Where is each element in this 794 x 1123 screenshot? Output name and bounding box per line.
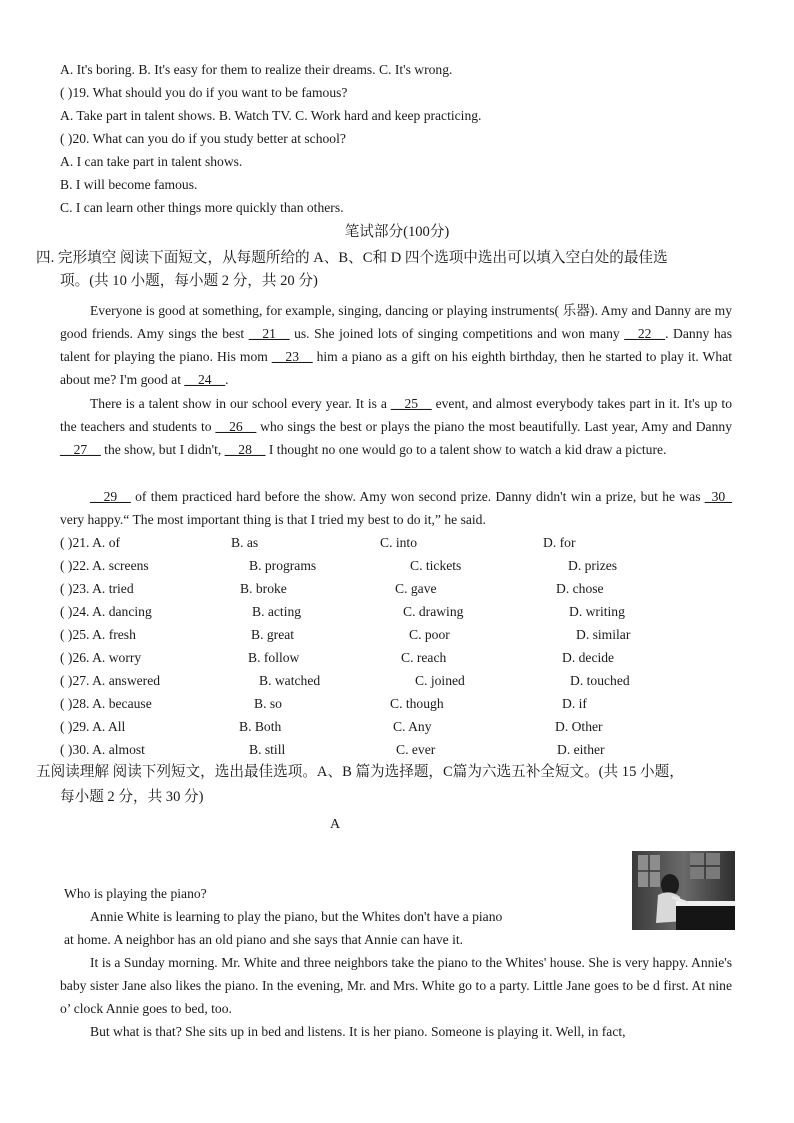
q19-stem: ( )19. What should you do if you want to be famous? <box>60 85 348 100</box>
passage-a-paragraph-3: But what is that? She sits up in bed and listens. It is her piano. Someone is playing it. Well, in fact, <box>90 1024 626 1039</box>
cloze-heading: 四. 完形填空 阅读下面短文，从每题所给的 A、B、C和 D 四个选项中选出可以填入空白处的最佳选 <box>36 250 668 266</box>
blank-23: __23__ <box>271 349 313 364</box>
q18-options: A. It's boring. B. It's easy for them to realize their dreams. C. It's wrong. <box>60 62 453 77</box>
question-24: ( )24. A. dancing <box>60 604 152 619</box>
cloze-paragraph-1: Everyone is good at something, for example, singing, dancing or playing instruments( 乐器). Amy and Danny are my good friends. Amy sings the best __21__ us. She joined lots of singing competitions and won many __22__. Danny has talent for playing the piano. His mom __23__ him a piano as a gift on his eighth birthday, then he started to play it. What about me? I'm good at __24__. <box>60 303 733 387</box>
blank-21: __21__ <box>248 326 290 341</box>
blank-30: _30_ <box>704 489 732 504</box>
q19-options: A. Take part in talent shows. B. Watch TV. C. Work hard and keep practicing. <box>60 108 482 123</box>
question-27: ( )27. A. answered <box>60 673 161 688</box>
question-25: ( )25. A. fresh <box>60 627 136 642</box>
question-29: ( )29. A. All <box>60 719 126 734</box>
piano-photo-illustration <box>632 851 735 930</box>
question-30: ( )30. A. almost <box>60 742 145 757</box>
q20-option-b: B. I will become famous. <box>60 177 198 192</box>
cloze-heading-cont: 项。(共 10 小题，每小题 2 分，共 20 分) <box>60 273 318 289</box>
reading-heading: 五阅读理解 阅读下列短文，选出最佳选项。A、B 篇为选择题，C篇为六选五补全短文。(共 15 小题， <box>36 764 684 780</box>
q20-option-c: C. I can learn other things more quickly than others. <box>60 200 344 215</box>
cloze-paragraph-2: There is a talent show in our school every year. It is a __25__ event, and almost everybody takes part in it. It's up to the teachers and students to __26__ who sings the best or plays the piano the most beautifully. Last year, Amy and Danny __27__ the show, but I didn't, __28__ I thought no one would go to a talent show to watch a kid draw a picture. <box>60 396 732 457</box>
question-23: ( )23. A. tried <box>60 581 134 596</box>
blank-26: __26__ <box>215 419 257 434</box>
q20-option-a: A. I can take part in talent shows. <box>60 154 243 169</box>
blank-29: __29__ <box>90 489 131 504</box>
blank-22: __22__ <box>624 326 666 341</box>
question-22: ( )22. A. screens <box>60 558 149 573</box>
question-28: ( )28. A. because <box>60 696 152 711</box>
passage-a-p1-line2: at home. A neighbor has an old piano and she says that Annie can have it. <box>64 932 464 947</box>
question-26: ( )26. A. worry <box>60 650 142 665</box>
question-21: ( )21. A. of <box>60 535 121 550</box>
piano-girl-photo <box>632 851 735 930</box>
blank-28: __28__ <box>224 442 266 457</box>
passage-a-label: A <box>330 817 341 832</box>
exam-page: A. It's boring. B. It's easy for them to realize their dreams. C. It's wrong. ( )19. What should you do if you want to be famous? A. Take part in talent shows. B. Watch TV. C. Work hard and keep practicing. ( )20. What can you do if you study better at school? A. I can take part in talent shows. B. I will become famous. C. I can learn other things more quickly than others. 笔试部分(100分) 四. 完形填空 阅读下面短文，从每题所给的 A、B、C和 D 四个选项中选出可以填入空白处的最佳选 项。(共 10 小题，每小题 2 分，共 20 分) Everyone is good at something, for example, singing, dancing or playing instruments( 乐器). Amy and Danny are my good friends. Amy sings the best __21__ us. She joined lots of singing competitions and won many __22__. Danny has talent for playing the piano. His mom __23__ him a piano as a gift on his eighth birthday, then he started to play it. What about me? I'm good at __24__. There is a talent show in our school every year. It is a __25__ event, and almost everybody takes part in it. It's up to the teachers and students to __26__ who sings the best or plays the piano the most beautifully. Last year, Amy and Danny __27__ the show, but I didn't, __28__ I thought no one would go to a talent show to watch a kid draw a picture. __29__ of them practiced hard before the show. Amy won second prize. Danny didn't win a prize, but he was _30_ very happy.“ The most important thing is that I tried my best to do it,” he said. ( )21. A. of B. as C. into D. for ( )22. A. screens B. programs C. tickets D. prizes ( )23. A. tried B. broke C. gave D. chose ( )24. A. dancing B. acting C. drawing D. writing ( )25. A. fresh B. great C. poor D. similar ( )26. A. worry B. follow C. reach D. decide ( )27. A. answered B. watched C. joined D. touched ( )28. A. because B. so C. though D. if ( )29. A. All B. Both C. Any D. Other ( )30. A. almost B. still C. ever D. either 五阅读理解 阅读下列短文，选出最佳选项。A、B 篇为选择题，C篇为六选五补全短文。(共 15 小题， 每小题 2 分，共 30 分) A Who is playing the piano? Annie White is learning to play the piano, but the Whites don't have a piano at home. A neighbor has an old piano and she says that Annie can have it. It is a Sunday morning. Mr. White and three neighbors take the piano to the Whites' house. She is very happy. Annie's baby sister Jane also likes the piano. In the evening, Mr. and Mrs. White go to a party. Little Jane goes to be d first. At nine o’ clock Annie goes to bed, too. But what is that? She sits up in bed and listens. It is her piano. Someone is playing it. Well, in fact, <box>0 0 794 1123</box>
blank-24: __24__ <box>184 372 226 387</box>
written-section-title: 笔试部分(100分) <box>344 224 450 240</box>
reading-heading-cont: 每小题 2 分，共 30 分) <box>60 789 204 805</box>
q20-stem: ( )20. What can you do if you study better at school? <box>60 131 346 146</box>
passage-a-p1-line1: Annie White is learning to play the piano, but the Whites don't have a piano <box>90 909 503 924</box>
cloze-paragraph-3: __29__ of them practiced hard before the show. Amy won second prize. Danny didn't win a prize, but he was _30_ very happy.“ The most important thing is that I tried my best to do it,” he said. <box>60 489 732 527</box>
blank-27: __27__ <box>60 442 101 457</box>
blank-25: __25__ <box>390 396 432 411</box>
passage-a-title: Who is playing the piano? <box>64 886 207 901</box>
passage-a-paragraph-2: It is a Sunday morning. Mr. White and three neighbors take the piano to the Whites' house. She is very happy. Annie's baby sister Jane also likes the piano. In the evening, Mr. and Mrs. White go to a party. Little Jane goes to be d first. At nine o’ clock Annie goes to bed, too. <box>60 955 732 1016</box>
